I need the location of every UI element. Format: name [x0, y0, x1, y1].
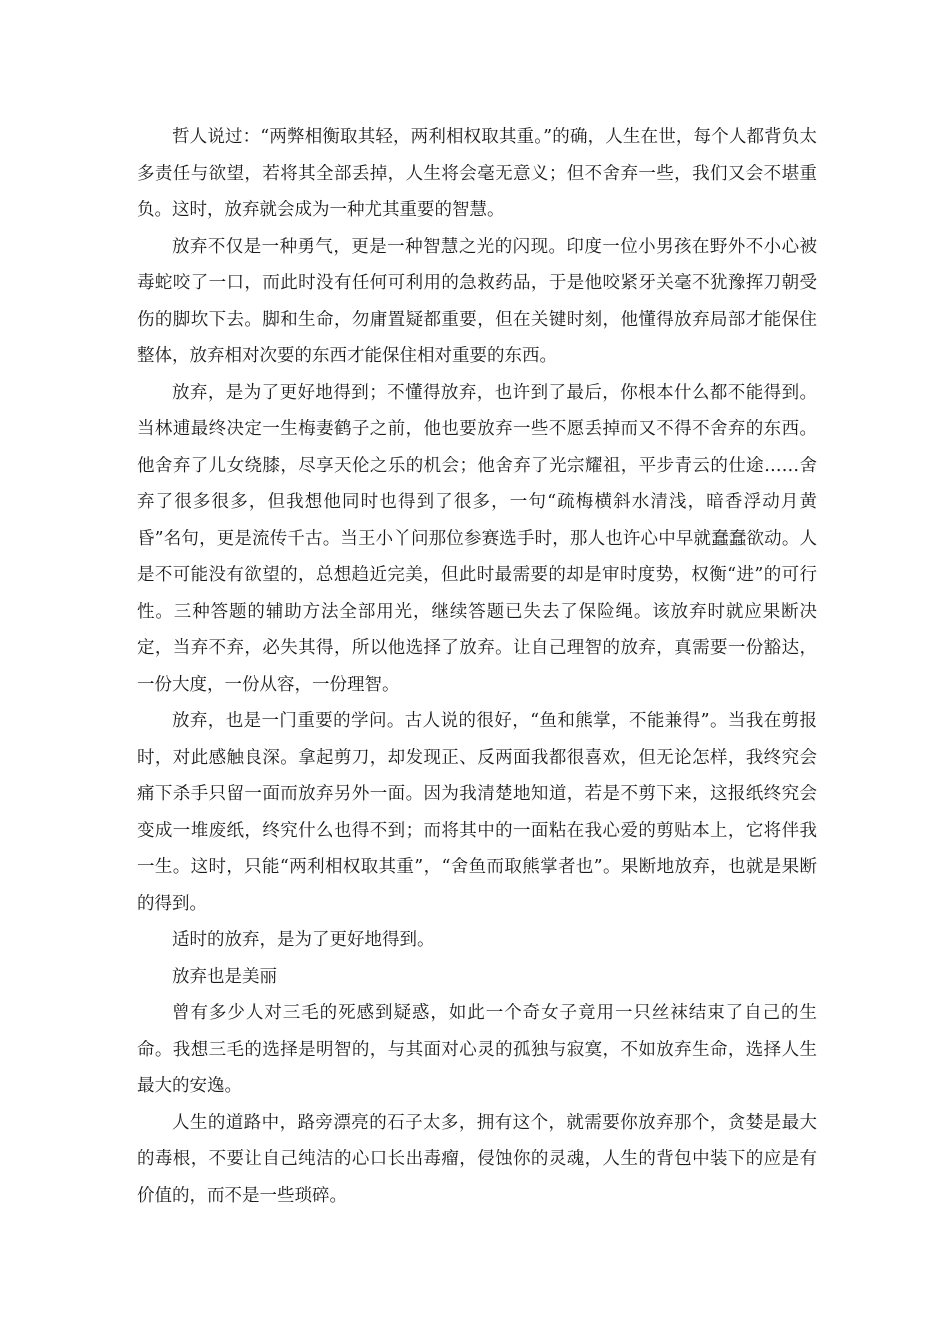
paragraph-8: 人生的道路中，路旁漂亮的石子太多，拥有这个，就需要你放弃那个，贪婪是最大的毒根，不要让自己纯洁的心口长出毒瘤，侵蚀你的灵魂，人生的背包中装下的应是有价值的，而不是一些琐碎。: [137, 1112, 817, 1206]
section-heading: 放弃也是美丽: [172, 966, 277, 987]
paragraph-7: 曾有多少人对三毛的死感到疑惑，如此一个奇女子竟用一只丝袜结束了自己的生命。我想三毛的选择是明智的，与其面对心灵的孤独与寂寞，不如放弃生命，选择人生最大的安逸。: [137, 1003, 817, 1096]
paragraph-5: 适时的放弃，是为了更好地得到。: [172, 930, 435, 950]
paragraph-4: 放弃，也是一门重要的学问。古人说的很好，“鱼和熊掌，不能兼得”。当我在剪报时，对此感触良深。拿起剪刀，却发现正、反两面我都很喜欢，但无论怎样，我终究会痛下杀手只留一面而放弃另外一面。因为我清楚地知道，若是不剪下来，这报纸终究会变成一堆废纸，终究什么也得不到；而将其中的一面粘在我心爱的剪贴本上，它将伴我一生。这时，只能“两利相权取其重”，“舍鱼而取熊掌者也”。果断地放弃，也就是果断的得到。: [137, 711, 817, 914]
paragraph-3: 放弃，是为了更好地得到；不懂得放弃，也许到了最后，你根本什么都不能得到。当林逋最终决定一生梅妻鹤子之前，他也要放弃一些不愿丢掉而又不得不舍弃的东西。他舍弃了儿女绕膝，尽享天伦之乐的机会；他舍弃了光宗耀祖，平步青云的仕途……舍弃了很多很多，但我想他同时也得到了很多，一句“疏梅横斜水清浅，暗香浮动月黄昏”名句，更是流传千古。当王小丫问那位参赛选手时，那人也许心中早就蠢蠢欲动。人是不可能没有欲望的，总想趋近完美，但此时最需要的却是审时度势，权衡“进”的可行性。三种答题的辅助方法全部用光，继续答题已失去了保险绳。该放弃时就应果断决定，当弃不弃，必失其得，所以他选择了放弃。让自己理智的放弃，真需要一份豁达，一份大度，一份从容，一份理智。: [137, 382, 817, 695]
paragraph-1: 哲人说过：“两弊相衡取其轻，两利相权取其重。”的确，人生在世，每个人都背负太多责任与欲望，若将其全部丢掉，人生将会毫无意义；但不舍弃一些，我们又会不堪重负。这时，放弃就会成为一种尤其重要的智慧。: [137, 127, 817, 220]
document-body: [137, 119, 817, 1214]
paragraph-2: 放弃不仅是一种勇气，更是一种智慧之光的闪现。印度一位小男孩在野外不小心被毒蛇咬了一口，而此时没有任何可利用的急救药品，于是他咬紧牙关毫不犹豫挥刀朝受伤的脚坎下去。脚和生命，勿庸置疑都重要，但在关键时刻，他懂得放弃局部才能保住整体，放弃相对次要的东西才能保住相对重要的东西。: [137, 236, 817, 366]
